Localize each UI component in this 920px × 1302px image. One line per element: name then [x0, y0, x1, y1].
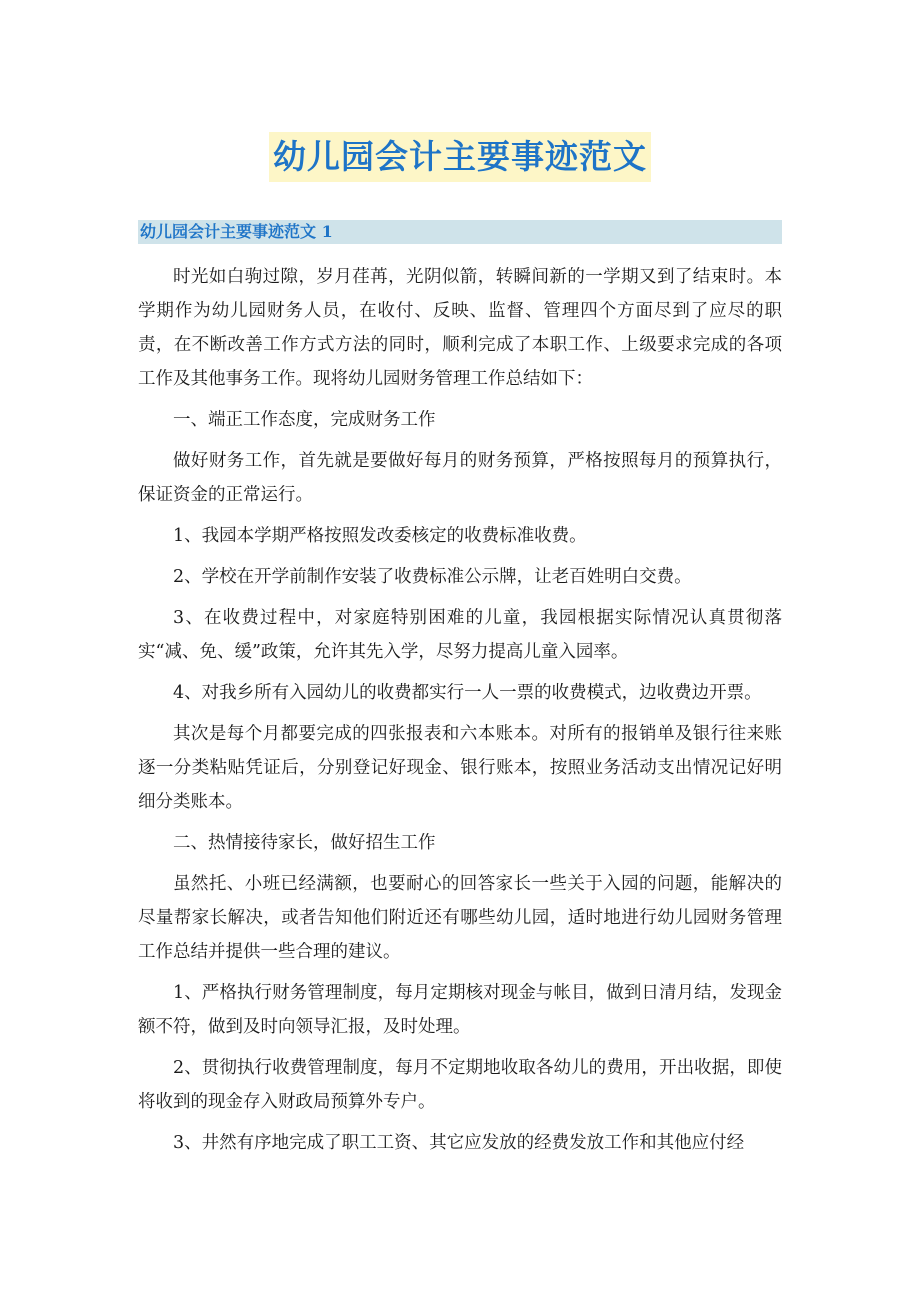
paragraph: 其次是每个月都要完成的四张报表和六本账本。对所有的报销单及银行往来账逐一分类粘贴凭证后，分别登记好现金、银行账本，按照业务活动支出情况记好明细分类账本。	[138, 724, 782, 812]
paragraph: 做好财务工作，首先就是要做好每月的财务预算，严格按照每月的预算执行，保证资金的正常运行。	[138, 451, 782, 505]
paragraph: 2、贯彻执行收费管理制度，每月不定期地收取各幼儿的费用，开出收据，即使将收到的现金存入财政局预算外专户。	[138, 1058, 782, 1112]
section-heading: 幼儿园会计主要事迹范文 1	[138, 220, 782, 244]
paragraph: 时光如白驹过隙，岁月荏苒，光阴似箭，转瞬间新的一学期又到了结束时。本学期作为幼儿园财务人员，在收付、反映、监督、管理四个方面尽到了应尽的职责，在不断改善工作方式方法的同时，顺利完成了本职工作、上级要求完成的各项工作及其他事务工作。现将幼儿园财务管理工作总结如下：	[138, 267, 782, 389]
paragraph: 一、端正工作态度，完成财务工作	[173, 410, 436, 430]
paragraph: 1、我园本学期严格按照发改委核定的收费标准收费。	[173, 526, 587, 546]
paragraph: 4、对我乡所有入园幼儿的收费都实行一人一票的收费模式，边收费边开票。	[173, 683, 762, 703]
document-body	[138, 260, 782, 1167]
paragraph: 虽然托、小班已经满额，也要耐心的回答家长一些关于入园的问题，能解决的尽量帮家长解决，或者告知他们附近还有哪些幼儿园，适时地进行幼儿园财务管理工作总结并提供一些合理的建议。	[138, 874, 782, 962]
document-title: 幼儿园会计主要事迹范文	[269, 132, 651, 182]
paragraph: 2、学校在开学前制作安装了收费标准公示牌，让老百姓明白交费。	[173, 567, 692, 587]
paragraph: 3、在收费过程中，对家庭特别困难的儿童，我园根据实际情况认真贯彻落实“减、免、缓”政策，允许其先入学，尽努力提高儿童入园率。	[138, 608, 782, 662]
paragraph: 3、井然有序地完成了职工工资、其它应发放的经费发放工作和其他应付经	[173, 1133, 745, 1153]
paragraph: 二、热情接待家长，做好招生工作	[173, 833, 436, 853]
paragraph: 1、严格执行财务管理制度，每月定期核对现金与帐目，做到日清月结，发现金额不符，做到及时向领导汇报，及时处理。	[138, 983, 782, 1037]
title-wrapper	[0, 132, 920, 182]
